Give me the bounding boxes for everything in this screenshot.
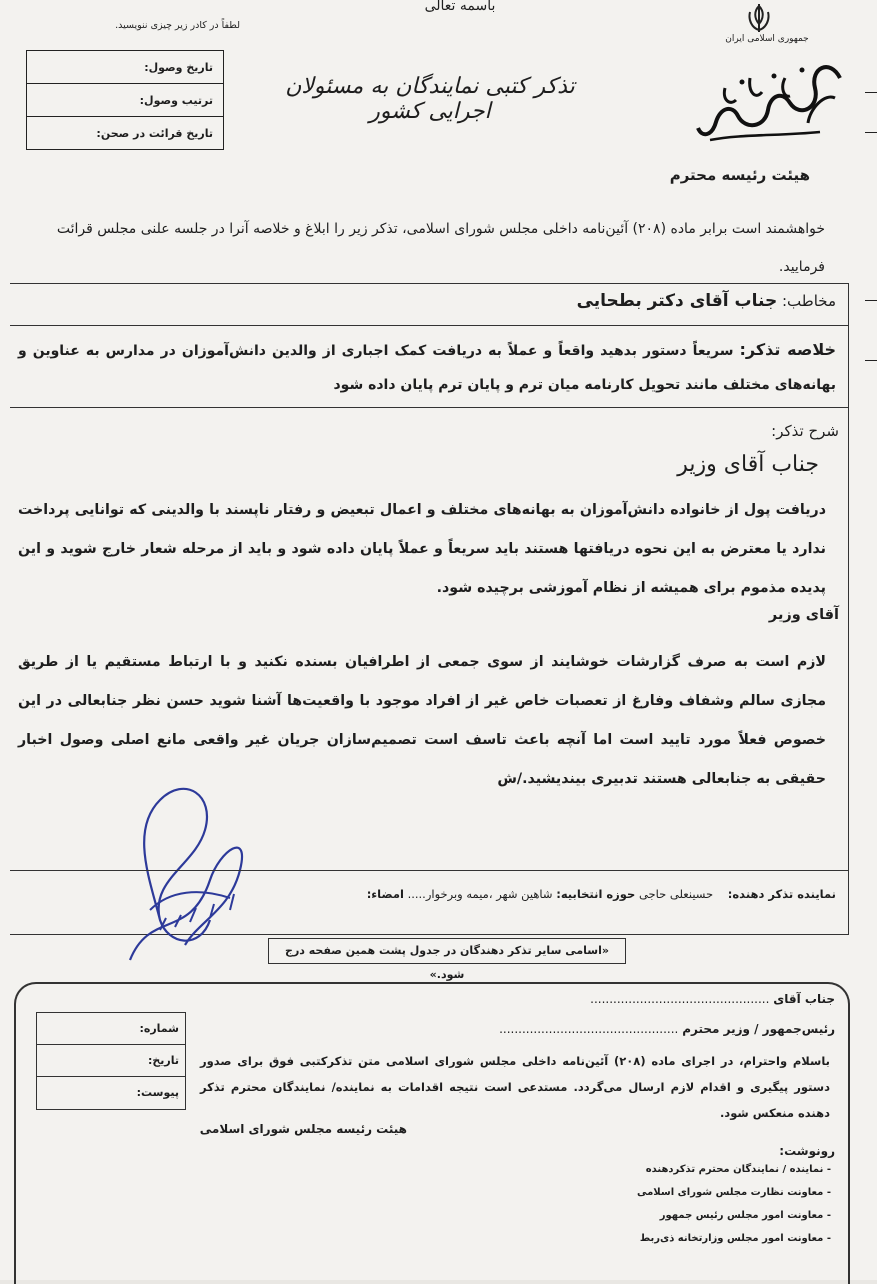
district-label: حوزه انتخابیه: [556, 887, 636, 901]
cc-item: - معاونت نظارت مجلس شورای اسلامی [637, 1187, 831, 1198]
cc-item: - نماینده / نمایندگان محترم تذکردهنده [645, 1164, 831, 1175]
slip-president-dots: ............................................... [499, 1022, 679, 1036]
slip-signer-text: هیئت رئیسه مجلس شورای اسلامی [199, 1122, 407, 1136]
slip-to-label: جناب آقای [773, 992, 835, 1006]
receipt-box [26, 50, 224, 150]
addressee-name: جناب آقای دکتر بطحایی [576, 291, 778, 311]
salutation-2: آقای وزیر [768, 607, 839, 623]
scan-edge-mark [865, 132, 877, 133]
district-name: شاهین شهر ،میمه وبرخوار..... [407, 887, 553, 901]
slip-signer [200, 1122, 407, 1136]
slip-number-field: شماره: [37, 1013, 185, 1045]
summary-label: خلاصه تذکر: [739, 340, 836, 359]
reading-date-field: تاریخ قرائت در صحن: [96, 126, 213, 140]
slip-president-line [499, 1022, 835, 1036]
receipt-date-field: تاریخ وصول: [27, 51, 223, 84]
addressee-row [10, 283, 848, 326]
slip-to-line [590, 992, 835, 1006]
cc-label-text: رونوشت: [779, 1144, 835, 1158]
iran-emblem-icon [742, 2, 776, 36]
slip-number-box [36, 1012, 186, 1110]
majlis-logo [690, 48, 850, 148]
slip-attachment-field: پیوست: [136, 1086, 179, 1099]
cc-item: - معاونت امور مجلس رئیس جمهور [659, 1210, 831, 1221]
addressee [577, 291, 836, 311]
scan-edge-mark [865, 360, 877, 361]
scan-edge-mark [865, 92, 877, 93]
cc-label [779, 1144, 835, 1158]
summary-text: سریعاً دستور بدهید واقعاً و عملاً به دریافت کمک اجباری از والدین دانش‌آموزان در مدارس به عناوین و بهانه‌های مختلف مانند تحویل کارنامه میان ترم و پایان ترم پایان داده شود [18, 343, 836, 393]
rep-name: حسینعلی حاجی [638, 887, 714, 901]
heading: هیئت رئیسه محترم [669, 166, 810, 184]
cc-item: - معاونت امور مجلس وزارتخانه ذی‌ربط [639, 1233, 831, 1244]
body-paragraph-2: لازم است به صرف گزارشات خوشایند از سوی جمعی از اطرافیان بسنده نکنید و با ارتباط مستقیم یا از طریق مجازی سالم وشفاف وفارغ از تعصبات خاص غیر از افراد موجود با واقعیت‌ها آشنا شوید حسن نظر جنابعالی در این خصوص فعلاً مورد تایید است اما آنچه باعث تاسف است تصمیم‌سازان جریان غیر واقعی مانع اصلی وصول اخبار حقیقی به جنابعالی هستند تدبیری بیندیشید./ش [18, 654, 826, 787]
form-title: تذکر کتبی نمایندگان به مسئولان اجرایی کشور [285, 74, 575, 124]
top-note: لطفاً در کادر زیر چیزی ننویسید. [115, 20, 240, 31]
addressee-label: مخاطب: [781, 292, 836, 310]
signature-label: امضاء: [366, 887, 404, 901]
slip-date-field: تاریخ: [37, 1045, 185, 1077]
body-label: شرح تذکر: [771, 422, 839, 440]
republic-label: جمهوری اسلامی ایران [725, 34, 809, 44]
body-paragraph-1: دریافت پول از خانواده دانش‌آموزان به بهانه‌های مختلف و اعمال تبعیض و رفتار ناپسند با والدینی که توانایی پرداخت ندارد یا معترض به این نحوه دریافتها هستند باید سریعاً و عملاً پایان داده شود و باید از مرحله شعار خارج شوید و این پدیده مذموم برای همیشه از نظام آموزشی برچیده شود. [18, 502, 826, 596]
basmala: باسمه تعالی [424, 0, 496, 14]
slip-body-text: باسلام واحترام، در اجرای ماده (۲۰۸) آئین‌نامه داخلی مجلس شورای اسلامی متن تذکرکتبی فوق برای صدور دستور پیگیری و اقدام لازم ارسال می‌گردد. مستدعی است نتیجه اقدامات به نماینده/ نمایندگان محترم تذکر دهنده منعکس شود. [200, 1054, 830, 1120]
other-representatives-note: «اسامی سایر تذکر دهندگان در جدول پشت همین صفحه درج شود.» [268, 938, 626, 964]
summary [18, 333, 836, 402]
receipt-order-field: ترتیب وصول: [27, 84, 223, 117]
slip-to-dots: ............................................... [590, 992, 770, 1006]
rep-label: نماینده تذکر دهنده: [727, 887, 836, 901]
slip-president-label: رئیس‌جمهور / وزیر محترم [682, 1022, 835, 1036]
salutation: جناب آقای وزیر [677, 452, 819, 477]
scan-edge-mark [865, 300, 877, 301]
representative-info [367, 887, 836, 901]
representative-row [10, 870, 848, 933]
summary-row [10, 325, 848, 408]
intro-text: خواهشمند است برابر ماده (۲۰۸) آئین‌نامه داخلی مجلس شورای اسلامی، تذکر زیر را ابلاغ و خلاصه آنرا در جلسه علنی مجلس قرائت فرمایید. [56, 221, 825, 275]
